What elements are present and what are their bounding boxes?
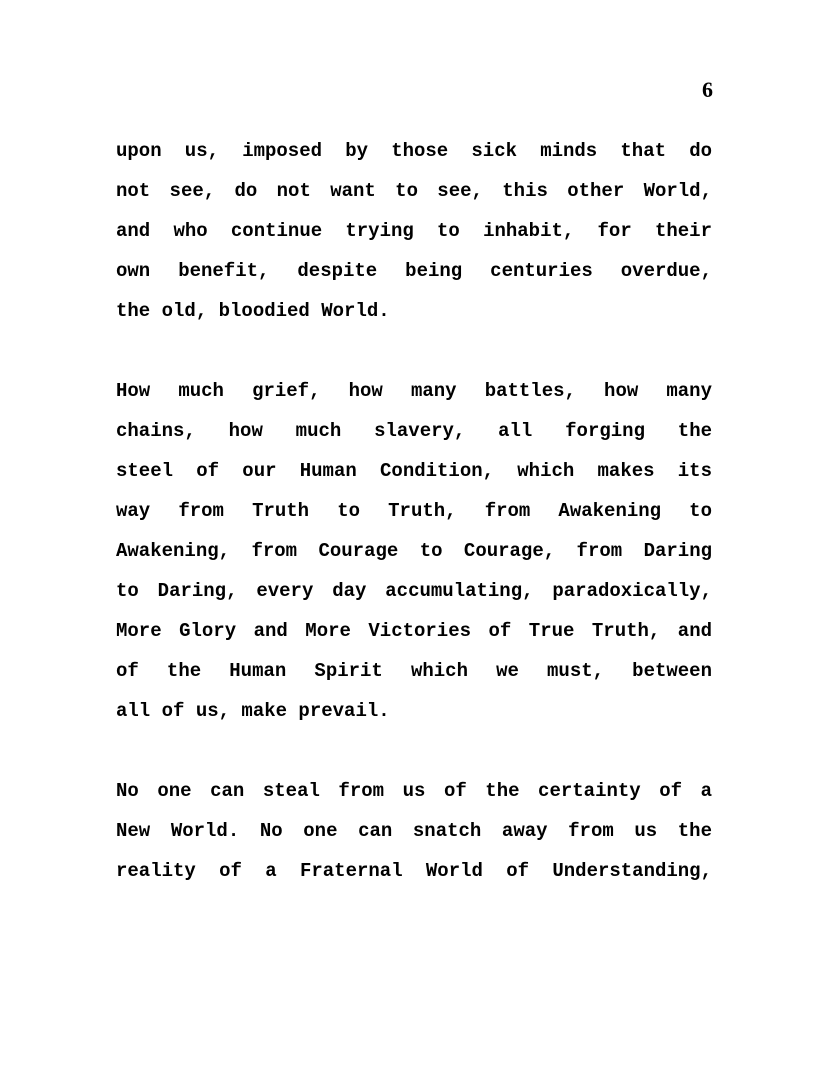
paragraph-3 bbox=[116, 771, 712, 891]
text-line: of the Human Spirit which we must, between bbox=[116, 660, 712, 682]
text-line: More Glory and More Victories of True Truth, and bbox=[116, 620, 712, 642]
text-line: and who continue trying to inhabit, for their bbox=[116, 220, 712, 242]
text-line: steel of our Human Condition, which makes its bbox=[116, 460, 712, 482]
text-line: No one can steal from us of the certainty of a bbox=[116, 780, 712, 802]
text-line: chains, how much slavery, all forging the bbox=[116, 420, 712, 442]
text-line: to Daring, every day accumulating, paradoxically, bbox=[116, 580, 712, 602]
text-line: way from Truth to Truth, from Awakening to bbox=[116, 500, 712, 522]
text-line: the old, bloodied World. bbox=[116, 300, 390, 322]
text-line: upon us, imposed by those sick minds that do bbox=[116, 140, 712, 162]
text-line: not see, do not want to see, this other World, bbox=[116, 180, 712, 202]
text-line: all of us, make prevail. bbox=[116, 700, 390, 722]
paragraph-2 bbox=[116, 371, 712, 731]
text-line: New World. No one can snatch away from us the bbox=[116, 820, 712, 842]
body-text bbox=[116, 131, 712, 891]
text-line: How much grief, how many battles, how many bbox=[116, 380, 712, 402]
paragraph-gap bbox=[116, 731, 712, 771]
paragraph-gap bbox=[116, 331, 712, 371]
paragraph-1 bbox=[116, 131, 712, 331]
text-line: Awakening, from Courage to Courage, from Daring bbox=[116, 540, 712, 562]
text-line: own benefit, despite being centuries overdue, bbox=[116, 260, 712, 282]
page-number: 6 bbox=[702, 77, 713, 102]
text-line: reality of a Fraternal World of Understanding, bbox=[116, 860, 712, 882]
